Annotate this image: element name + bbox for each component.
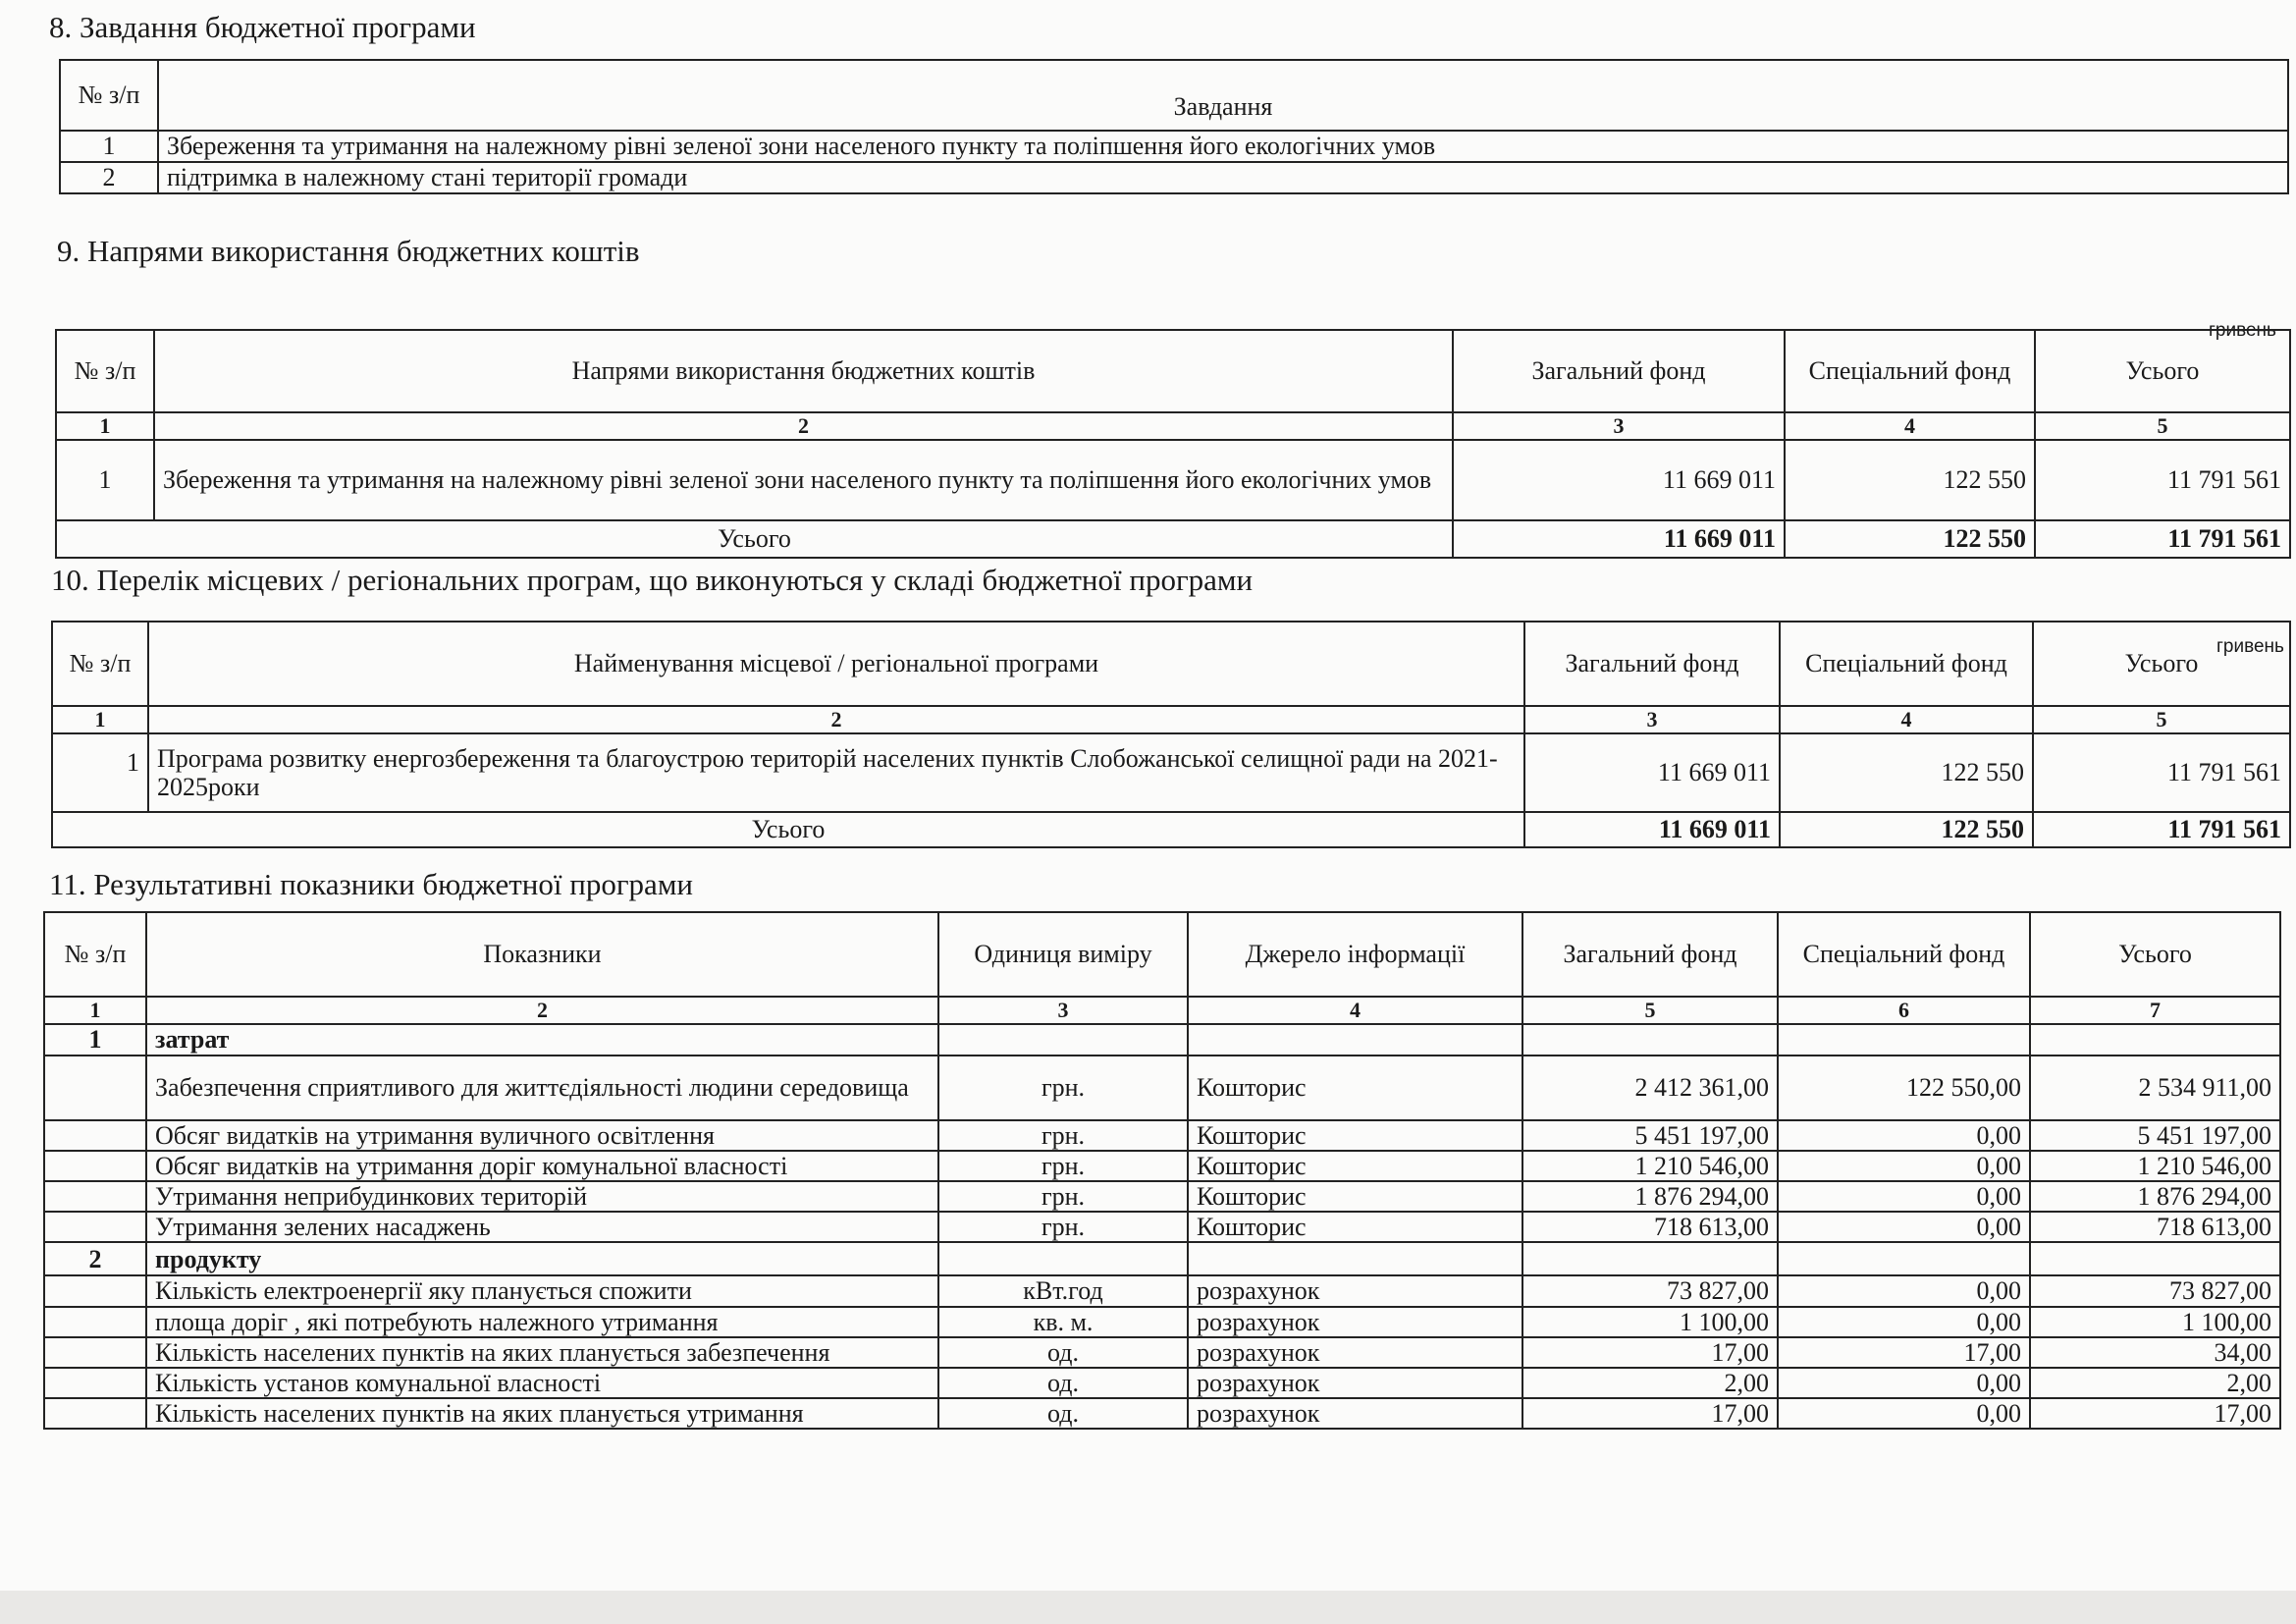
table-row: [44, 1275, 2280, 1306]
general-fund-value: 17,00: [1522, 1398, 1778, 1429]
general-fund-value: 2,00: [1522, 1368, 1778, 1398]
total-value: 5 451 197,00: [2030, 1120, 2280, 1151]
general-fund-value: 718 613,00: [1522, 1212, 1778, 1242]
costs-rows: [44, 1056, 2280, 1242]
special-fund-value: 122 550: [1785, 440, 2035, 520]
general-fund-value: 73 827,00: [1522, 1275, 1778, 1306]
special-fund-value: 17,00: [1778, 1337, 2030, 1368]
section-11-title: 11. Результативні показники бюджетної програми: [49, 867, 694, 901]
grand-total: 11 791 561: [2035, 520, 2290, 558]
special-fund-value: 0,00: [1778, 1212, 2030, 1242]
indicator-name: Кількість населених пунктів на яких планується утримання: [146, 1398, 938, 1429]
general-fund-value: 5 451 197,00: [1522, 1120, 1778, 1151]
indicator-name: Утримання неприбудинкових територій: [146, 1181, 938, 1212]
group-number: 2: [44, 1242, 146, 1275]
column-number: 3: [938, 997, 1188, 1024]
special-fund-value: 0,00: [1778, 1181, 2030, 1212]
indicator-name: Кількість установ комунальної власності: [146, 1368, 938, 1398]
column-number: 2: [154, 412, 1453, 440]
information-source: Кошторис: [1188, 1181, 1522, 1212]
column-number: 5: [2035, 412, 2290, 440]
row-number: 1: [60, 131, 158, 162]
group-number: 1: [44, 1024, 146, 1056]
unit-of-measure: грн.: [938, 1212, 1188, 1242]
row-number-empty: [44, 1337, 146, 1368]
total-value: 11 791 561: [2033, 733, 2290, 812]
row-number: 1: [52, 733, 148, 812]
row-number: 1: [56, 440, 154, 520]
col-number-header: № з/п: [44, 912, 146, 997]
col-number-header: № з/п: [56, 330, 154, 412]
indicator-name: Забезпечення сприятливого для життєдіяльності людини середовища: [146, 1056, 938, 1120]
information-source: Кошторис: [1188, 1120, 1522, 1151]
unit-of-measure: од.: [938, 1368, 1188, 1398]
special-fund-value: 0,00: [1778, 1368, 2030, 1398]
special-fund-value: 122 550: [1780, 733, 2033, 812]
col-special-fund-header: Спеціальний фонд: [1785, 330, 2035, 412]
general-fund-total: 11 669 011: [1524, 812, 1780, 847]
table-row: [44, 1398, 2280, 1429]
column-number: 1: [44, 997, 146, 1024]
column-number: 3: [1524, 706, 1780, 733]
table-row: [44, 1120, 2280, 1151]
grand-total: 11 791 561: [2033, 812, 2290, 847]
table-row: [60, 162, 2288, 193]
indicator-name: Обсяг видатків на утримання вуличного освітлення: [146, 1120, 938, 1151]
program-name: Програма розвитку енергозбереження та благоустрою територій населених пунктів Слобожанської селищної ради на 2021-2025роки: [148, 733, 1524, 812]
information-source: Кошторис: [1188, 1151, 1522, 1181]
row-number-empty: [44, 1120, 146, 1151]
table-row: [44, 1056, 2280, 1120]
unit-of-measure: грн.: [938, 1181, 1188, 1212]
unit-of-measure: грн.: [938, 1120, 1188, 1151]
col-task-header: Завдання: [158, 60, 2288, 131]
row-number-empty: [44, 1398, 146, 1429]
information-source: розрахунок: [1188, 1337, 1522, 1368]
total-label: Усього: [56, 520, 1453, 558]
tasks-table: [59, 59, 2289, 194]
column-number: 1: [56, 412, 154, 440]
information-source: Кошторис: [1188, 1212, 1522, 1242]
products-rows: [44, 1275, 2280, 1429]
total-value: 718 613,00: [2030, 1212, 2280, 1242]
col-total-header: Усього: [2033, 622, 2290, 706]
section-8-title: 8. Завдання бюджетної програми: [49, 10, 476, 44]
special-fund-value: 0,00: [1778, 1151, 2030, 1181]
special-fund-total: 122 550: [1780, 812, 2033, 847]
col-general-fund-header: Загальний фонд: [1522, 912, 1778, 997]
information-source: розрахунок: [1188, 1368, 1522, 1398]
group-label: затрат: [146, 1024, 938, 1056]
column-number: 6: [1778, 997, 2030, 1024]
special-fund-value: 0,00: [1778, 1398, 2030, 1429]
column-number: 5: [1522, 997, 1778, 1024]
special-fund-value: 0,00: [1778, 1120, 2030, 1151]
col-special-fund-header: Спеціальний фонд: [1778, 912, 2030, 997]
performance-indicators-table: [43, 911, 2281, 1430]
group-label: продукту: [146, 1242, 938, 1275]
indicator-name: площа доріг , які потребують належного утримання: [146, 1307, 938, 1337]
total-value: 17,00: [2030, 1398, 2280, 1429]
special-fund-total: 122 550: [1785, 520, 2035, 558]
col-number-header: № з/п: [60, 60, 158, 131]
scan-bottom-margin: [0, 1591, 2296, 1624]
total-value: 34,00: [2030, 1337, 2280, 1368]
special-fund-value: 122 550,00: [1778, 1056, 2030, 1120]
column-number: 4: [1188, 997, 1522, 1024]
information-source: розрахунок: [1188, 1275, 1522, 1306]
information-source: розрахунок: [1188, 1307, 1522, 1337]
total-row: [52, 812, 2290, 847]
row-number: 2: [60, 162, 158, 193]
total-value: 11 791 561: [2035, 440, 2290, 520]
general-fund-value: 11 669 011: [1453, 440, 1785, 520]
col-direction-header: Напрями використання бюджетних коштів: [154, 330, 1453, 412]
col-total-header: Усього: [2030, 912, 2280, 997]
total-value: 73 827,00: [2030, 1275, 2280, 1306]
indicator-name: Кількість електроенергії яку планується спожити: [146, 1275, 938, 1306]
column-number: 1: [52, 706, 148, 733]
row-number-empty: [44, 1181, 146, 1212]
col-unit-header: Одиниця виміру: [938, 912, 1188, 997]
table-row: [44, 1368, 2280, 1398]
column-numbers-row: [56, 412, 2290, 440]
section-9-title: 9. Напрями використання бюджетних коштів: [57, 234, 640, 268]
row-number-empty: [44, 1307, 146, 1337]
total-value: 2,00: [2030, 1368, 2280, 1398]
total-value: 2 534 911,00: [2030, 1056, 2280, 1120]
col-indicator-header: Показники: [146, 912, 938, 997]
general-fund-total: 11 669 011: [1453, 520, 1785, 558]
total-value: 1 100,00: [2030, 1307, 2280, 1337]
table-row: [44, 1307, 2280, 1337]
row-number-empty: [44, 1368, 146, 1398]
direction-text: Збереження та утримання на належному рівні зеленої зони населеного пункту та поліпшення його екологічних умов: [154, 440, 1453, 520]
general-fund-value: 11 669 011: [1524, 733, 1780, 812]
general-fund-value: 1 876 294,00: [1522, 1181, 1778, 1212]
row-number-empty: [44, 1212, 146, 1242]
table-row: [52, 733, 2290, 812]
column-number: 2: [148, 706, 1524, 733]
indicator-name: Утримання зелених насаджень: [146, 1212, 938, 1242]
col-special-fund-header: Спеціальний фонд: [1780, 622, 2033, 706]
column-number: 4: [1785, 412, 2035, 440]
total-value: 1 210 546,00: [2030, 1151, 2280, 1181]
unit-of-measure: од.: [938, 1337, 1188, 1368]
general-fund-value: 1 210 546,00: [1522, 1151, 1778, 1181]
special-fund-value: 0,00: [1778, 1275, 2030, 1306]
row-number-empty: [44, 1275, 146, 1306]
indicator-name: Обсяг видатків на утримання доріг комунальної власності: [146, 1151, 938, 1181]
row-number-empty: [44, 1056, 146, 1120]
unit-of-measure: грн.: [938, 1056, 1188, 1120]
local-programs-table: [51, 621, 2291, 848]
unit-of-measure: кВт.год: [938, 1275, 1188, 1306]
indicator-name: Кількість населених пунктів на яких планується забезпечення: [146, 1337, 938, 1368]
task-text: Збереження та утримання на належному рівні зеленої зони населеного пункту та поліпшення його екологічних умов: [158, 131, 2288, 162]
col-general-fund-header: Загальний фонд: [1453, 330, 1785, 412]
column-number: 4: [1780, 706, 2033, 733]
table-row: [60, 131, 2288, 162]
task-text: підтримка в належному стані території громади: [158, 162, 2288, 193]
currency-unit: гривень: [2216, 636, 2284, 657]
general-fund-value: 17,00: [1522, 1337, 1778, 1368]
col-general-fund-header: Загальний фонд: [1524, 622, 1780, 706]
group-row-costs: [44, 1024, 2280, 1056]
special-fund-value: 0,00: [1778, 1307, 2030, 1337]
total-label: Усього: [52, 812, 1524, 847]
column-numbers-row: [44, 997, 2280, 1024]
table-row: [44, 1337, 2280, 1368]
total-value: 1 876 294,00: [2030, 1181, 2280, 1212]
table-row: [44, 1181, 2280, 1212]
information-source: Кошторис: [1188, 1056, 1522, 1120]
information-source: розрахунок: [1188, 1398, 1522, 1429]
column-number: 5: [2033, 706, 2290, 733]
unit-of-measure: од.: [938, 1398, 1188, 1429]
section-10-title: 10. Перелік місцевих / регіональних програм, що виконуються у складі бюджетної програми: [51, 563, 1254, 597]
general-fund-value: 2 412 361,00: [1522, 1056, 1778, 1120]
general-fund-value: 1 100,00: [1522, 1307, 1778, 1337]
col-source-header: Джерело інформації: [1188, 912, 1522, 997]
table-row: [44, 1212, 2280, 1242]
column-number: 7: [2030, 997, 2280, 1024]
total-row: [56, 520, 2290, 558]
group-row-products: [44, 1242, 2280, 1275]
col-number-header: № з/п: [52, 622, 148, 706]
currency-unit: гривень: [2209, 320, 2276, 341]
budget-directions-table: [55, 329, 2291, 559]
column-number: 2: [146, 997, 938, 1024]
table-row: [44, 1151, 2280, 1181]
row-number-empty: [44, 1151, 146, 1181]
column-numbers-row: [52, 706, 2290, 733]
table-row: [56, 440, 2290, 520]
col-program-header: Найменування місцевої / регіональної програми: [148, 622, 1524, 706]
col-total-header: Усього: [2035, 330, 2290, 412]
unit-of-measure: кв. м.: [938, 1307, 1188, 1337]
unit-of-measure: грн.: [938, 1151, 1188, 1181]
column-number: 3: [1453, 412, 1785, 440]
